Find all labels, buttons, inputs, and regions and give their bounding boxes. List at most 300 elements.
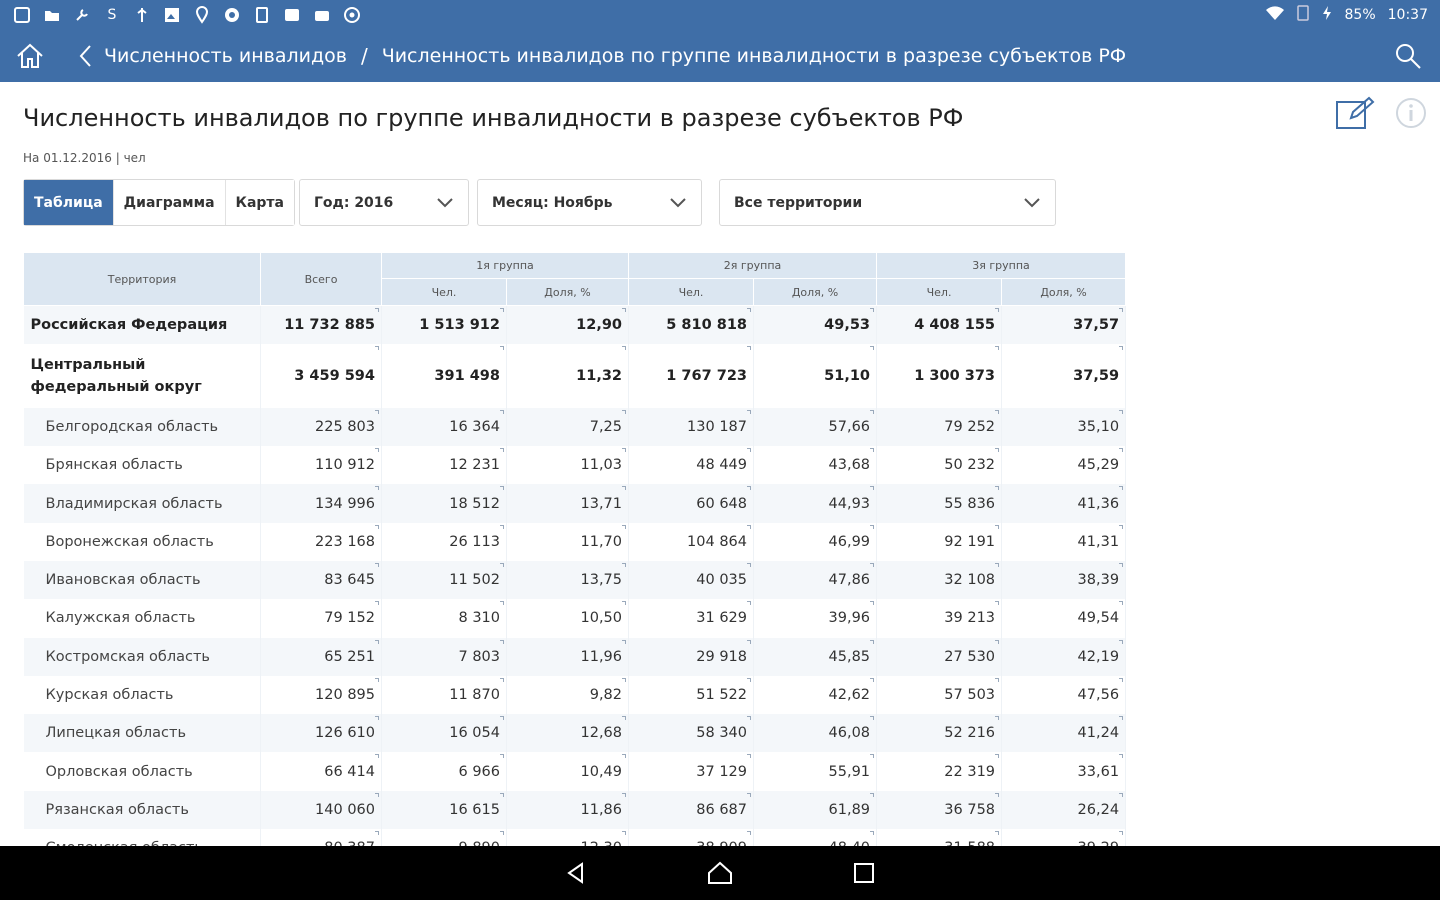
- cell-group2-share: [754, 306, 877, 344]
- cell-group3-count: [877, 344, 1002, 408]
- cell-group2-share: [754, 561, 877, 599]
- cell-group3-share: [1002, 408, 1126, 446]
- cell-group2-count: [629, 638, 754, 676]
- tab-table[interactable]: Таблица: [24, 180, 114, 225]
- cell-value: 65 251: [324, 648, 375, 665]
- cell-group2-count: [629, 791, 754, 829]
- cell-total: [261, 344, 382, 408]
- cell-value: 49,53: [824, 316, 871, 333]
- header-group3: 3я группа: [877, 253, 1126, 279]
- wrench-icon: [72, 6, 92, 24]
- cell-value: 57,66: [828, 418, 871, 435]
- cell-value: 31 629: [696, 610, 748, 627]
- corner-mark-icon: [870, 831, 874, 835]
- corner-mark-icon: [375, 831, 379, 835]
- cell-group3-share: [1002, 446, 1126, 484]
- corner-mark-icon: [500, 308, 504, 312]
- cell-group2-share: [754, 484, 877, 522]
- cell-total: [261, 752, 382, 790]
- corner-mark-icon: [747, 640, 751, 644]
- cell-value: 126 610: [315, 725, 375, 742]
- back-chevron-icon[interactable]: [74, 38, 96, 74]
- corner-mark-icon: [622, 525, 626, 529]
- table-row[interactable]: [24, 638, 1126, 676]
- cell-total: [261, 638, 382, 676]
- corner-mark-icon: [870, 678, 874, 682]
- corner-mark-icon: [500, 601, 504, 605]
- corner-mark-icon: [747, 410, 751, 414]
- cell-territory: Рязанская область: [24, 791, 261, 829]
- table-row[interactable]: [24, 752, 1126, 790]
- cell-group1-share: [507, 714, 629, 752]
- cell-group2-share: [754, 638, 877, 676]
- notification-icons: [12, 6, 362, 24]
- corner-mark-icon: [747, 448, 751, 452]
- cell-group1-share: [507, 306, 629, 344]
- header-group3-share[interactable]: Доля, %: [1002, 279, 1126, 306]
- usb-icon: [132, 6, 152, 24]
- table-row[interactable]: [24, 408, 1126, 446]
- corner-mark-icon: [622, 678, 626, 682]
- cell-total: [261, 676, 382, 714]
- corner-mark-icon: [870, 601, 874, 605]
- cell-territory: Курская область: [24, 676, 261, 714]
- corner-mark-icon: [747, 831, 751, 835]
- cell-value: 1 767 723: [666, 367, 748, 384]
- cell-value: 18 512: [449, 495, 500, 512]
- battery-level: 85%: [1344, 7, 1376, 23]
- cell-total: [261, 561, 382, 599]
- corner-mark-icon: [870, 346, 874, 350]
- corner-mark-icon: [747, 601, 751, 605]
- tab-chart[interactable]: Диаграмма: [114, 180, 226, 225]
- cell-group1-count: [382, 676, 507, 714]
- corner-mark-icon: [747, 754, 751, 758]
- table-row[interactable]: [24, 344, 1126, 408]
- cell-value: 9,82: [589, 687, 623, 704]
- header-group2-share[interactable]: Доля, %: [754, 279, 877, 306]
- cell-value: 11,86: [580, 801, 623, 818]
- corner-mark-icon: [870, 308, 874, 312]
- cell-territory: Центральный федеральный округ: [24, 344, 261, 408]
- cell-group2-count: [629, 676, 754, 714]
- cell-value: 11,32: [576, 367, 623, 384]
- cell-total: [261, 523, 382, 561]
- cell-group2-count: [629, 344, 754, 408]
- sim-card-icon: [1297, 5, 1309, 25]
- cell-group2-share: [754, 714, 877, 752]
- cell-value: 11 502: [449, 572, 500, 589]
- wifi-icon: [1265, 5, 1285, 25]
- header-group2: 2я группа: [629, 253, 877, 279]
- header-group3-count[interactable]: Чел.: [877, 279, 1002, 306]
- cell-value: 7 803: [458, 648, 500, 665]
- cell-value: 92 191: [944, 533, 996, 550]
- cell-group3-count: [877, 599, 1002, 637]
- cell-value: 58 340: [696, 725, 748, 742]
- cell-value: 120 895: [315, 687, 375, 704]
- corner-mark-icon: [500, 563, 504, 567]
- cell-value: 47,86: [828, 572, 871, 589]
- table-row[interactable]: [24, 484, 1126, 522]
- corner-mark-icon: [375, 601, 379, 605]
- corner-mark-icon: [995, 563, 999, 567]
- cell-group1-count: [382, 791, 507, 829]
- cell-group1-share: [507, 484, 629, 522]
- cell-group3-count: [877, 714, 1002, 752]
- cell-territory: Владимирская область: [24, 484, 261, 522]
- cell-total: [261, 484, 382, 522]
- cell-value: 47,56: [1077, 687, 1120, 704]
- cell-value: 79 252: [944, 418, 996, 435]
- corner-mark-icon: [870, 716, 874, 720]
- cell-group3-share: [1002, 344, 1126, 408]
- corner-mark-icon: [622, 563, 626, 567]
- cell-group2-count: [629, 446, 754, 484]
- cell-value: 3 459 594: [294, 367, 375, 384]
- cell-group3-count: [877, 752, 1002, 790]
- cell-group1-share: [507, 446, 629, 484]
- corner-mark-icon: [870, 563, 874, 567]
- table-row[interactable]: [24, 523, 1126, 561]
- corner-mark-icon: [870, 525, 874, 529]
- cell-group2-count: [629, 484, 754, 522]
- cell-value: 66 414: [324, 763, 375, 780]
- corner-mark-icon: [375, 308, 379, 312]
- cell-value: 134 996: [315, 495, 375, 512]
- corner-mark-icon: [995, 346, 999, 350]
- cell-group3-share: [1002, 638, 1126, 676]
- corner-mark-icon: [375, 793, 379, 797]
- chevron-down-icon: [669, 194, 687, 212]
- cell-group2-share: [754, 446, 877, 484]
- corner-mark-icon: [500, 346, 504, 350]
- cell-value: 38,39: [1077, 572, 1120, 589]
- corner-mark-icon: [622, 410, 626, 414]
- cell-total: [261, 446, 382, 484]
- corner-mark-icon: [995, 410, 999, 414]
- corner-mark-icon: [500, 716, 504, 720]
- cell-group3-count: [877, 638, 1002, 676]
- month-dropdown-value: Месяц: Ноябрь: [492, 194, 613, 211]
- cell-group2-count: [629, 408, 754, 446]
- cell-group3-count: [877, 484, 1002, 522]
- cell-group3-count: [877, 408, 1002, 446]
- cell-value: 5 810 818: [666, 316, 748, 333]
- cell-value: 16 054: [449, 725, 500, 742]
- cell-value: 12 231: [449, 457, 500, 474]
- top-bar: [0, 0, 1440, 82]
- cell-total: [261, 408, 382, 446]
- info-icon[interactable]: [1394, 96, 1428, 130]
- chevron-down-icon: [436, 194, 454, 212]
- corner-mark-icon: [500, 831, 504, 835]
- cell-territory: Орловская область: [24, 752, 261, 790]
- corner-mark-icon: [995, 601, 999, 605]
- cell-group2-count: [629, 599, 754, 637]
- cell-value: 4 408 155: [914, 316, 996, 333]
- header-group1: 1я группа: [382, 253, 629, 279]
- corner-mark-icon: [500, 754, 504, 758]
- cell-value: 130 187: [687, 418, 748, 435]
- chrome-icon: [342, 6, 362, 24]
- cell-group1-count: [382, 446, 507, 484]
- corner-mark-icon: [622, 308, 626, 312]
- corner-mark-icon: [500, 678, 504, 682]
- corner-mark-icon: [500, 793, 504, 797]
- cell-group3-count: [877, 446, 1002, 484]
- breadcrumb-current: Численность инвалидов по группе инвалидности в разрезе субъектов РФ: [381, 45, 1127, 67]
- year-dropdown[interactable]: [299, 179, 469, 226]
- corner-mark-icon: [747, 525, 751, 529]
- chevron-down-icon: [1023, 194, 1041, 212]
- cell-territory: Липецкая область: [24, 714, 261, 752]
- corner-mark-icon: [995, 793, 999, 797]
- corner-mark-icon: [747, 308, 751, 312]
- corner-mark-icon: [995, 754, 999, 758]
- table-row[interactable]: [24, 599, 1126, 637]
- cell-group2-count: [629, 523, 754, 561]
- corner-mark-icon: [375, 346, 379, 350]
- nav-home-icon[interactable]: [703, 856, 737, 890]
- corner-mark-icon: [375, 640, 379, 644]
- image-icon: [162, 6, 182, 24]
- cell-value: 41,31: [1077, 533, 1120, 550]
- cell-value: 16 364: [449, 418, 500, 435]
- cell-group1-share: [507, 599, 629, 637]
- corner-mark-icon: [747, 678, 751, 682]
- corner-mark-icon: [622, 831, 626, 835]
- cell-value: 41,24: [1077, 725, 1120, 742]
- corner-mark-icon: [375, 563, 379, 567]
- corner-mark-icon: [1119, 486, 1123, 490]
- corner-mark-icon: [995, 486, 999, 490]
- cell-value: 110 912: [315, 457, 375, 474]
- corner-mark-icon: [747, 563, 751, 567]
- cell-group1-share: [507, 561, 629, 599]
- cell-value: 11 870: [449, 687, 500, 704]
- app-bar: [0, 30, 1440, 82]
- cell-group1-count: [382, 561, 507, 599]
- cell-value: 46,08: [828, 725, 871, 742]
- cell-value: 45,29: [1077, 457, 1120, 474]
- corner-mark-icon: [1119, 793, 1123, 797]
- table-row[interactable]: [24, 306, 1126, 344]
- nav-recents-icon[interactable]: [847, 856, 881, 890]
- page-subtitle: На 01.12.2016 | чел: [23, 151, 146, 165]
- breadcrumb-parent[interactable]: Численность инвалидов: [104, 45, 347, 67]
- battery-icon: [1321, 5, 1333, 25]
- cell-value: 50 232: [944, 457, 996, 474]
- cell-value: 11 732 885: [284, 316, 375, 333]
- cell-group2-count: [629, 752, 754, 790]
- cell-value: 51 522: [696, 687, 748, 704]
- cell-value: 32 108: [944, 572, 996, 589]
- cell-value: 55 836: [944, 495, 996, 512]
- cell-value: 26 113: [449, 533, 500, 550]
- cell-value: 1 300 373: [914, 367, 996, 384]
- nav-back-icon[interactable]: [559, 856, 593, 890]
- corner-mark-icon: [500, 448, 504, 452]
- cell-group1-count: [382, 752, 507, 790]
- cell-territory: Калужская область: [24, 599, 261, 637]
- corner-mark-icon: [1119, 448, 1123, 452]
- status-bar: [0, 0, 1440, 30]
- corner-mark-icon: [622, 601, 626, 605]
- cell-group2-share: [754, 791, 877, 829]
- cell-group3-share: [1002, 791, 1126, 829]
- cell-value: 60 648: [696, 495, 748, 512]
- cell-territory: Белгородская область: [24, 408, 261, 446]
- cell-value: 1 513 912: [419, 316, 500, 333]
- cell-group1-count: [382, 638, 507, 676]
- cell-value: 16 615: [449, 801, 500, 818]
- data-table: [23, 252, 1126, 867]
- cell-value: 45,85: [828, 648, 871, 665]
- cell-group1-count: [382, 484, 507, 522]
- view-tabs: [23, 179, 295, 226]
- data-table-container[interactable]: [23, 252, 1125, 846]
- cell-group1-share: [507, 344, 629, 408]
- folder-icon: [42, 6, 62, 24]
- home-icon[interactable]: [12, 38, 48, 74]
- cell-group2-count: [629, 714, 754, 752]
- cell-group2-share: [754, 752, 877, 790]
- s-icon: S: [107, 7, 117, 23]
- cell-value: 223 168: [315, 533, 375, 550]
- table-row[interactable]: [24, 791, 1126, 829]
- table-row[interactable]: [24, 561, 1126, 599]
- cell-value: 26,24: [1077, 801, 1120, 818]
- cell-value: 33,61: [1077, 763, 1120, 780]
- clock: 10:37: [1387, 7, 1428, 23]
- corner-mark-icon: [500, 410, 504, 414]
- corner-mark-icon: [1119, 346, 1123, 350]
- page-title: Численность инвалидов по группе инвалидности в разрезе субъектов РФ: [23, 104, 964, 132]
- cell-value: 40 035: [696, 572, 748, 589]
- cell-value: 36 758: [944, 801, 996, 818]
- corner-mark-icon: [375, 716, 379, 720]
- cell-group1-share: [507, 523, 629, 561]
- cell-group1-share: [507, 752, 629, 790]
- corner-mark-icon: [1119, 525, 1123, 529]
- cell-value: 7,25: [589, 418, 623, 435]
- cell-group1-share: [507, 408, 629, 446]
- cell-group2-count: [629, 306, 754, 344]
- corner-mark-icon: [1119, 716, 1123, 720]
- corner-mark-icon: [747, 346, 751, 350]
- corner-mark-icon: [500, 640, 504, 644]
- cell-value: 52 216: [944, 725, 996, 742]
- corner-mark-icon: [1119, 754, 1123, 758]
- cell-value: 37 129: [696, 763, 748, 780]
- cell-value: 48 449: [696, 457, 748, 474]
- territory-dropdown[interactable]: [719, 179, 1056, 226]
- cell-value: 37,57: [1073, 316, 1120, 333]
- cell-value: 27 530: [944, 648, 996, 665]
- header-total[interactable]: Всего: [261, 253, 382, 306]
- cell-group3-share: [1002, 484, 1126, 522]
- corner-mark-icon: [375, 678, 379, 682]
- corner-mark-icon: [870, 640, 874, 644]
- cell-group1-share: [507, 676, 629, 714]
- table-row[interactable]: [24, 446, 1126, 484]
- cell-group3-count: [877, 676, 1002, 714]
- cell-group3-count: [877, 523, 1002, 561]
- corner-mark-icon: [1119, 410, 1123, 414]
- cell-value: 79 152: [324, 610, 375, 627]
- cell-total: [261, 306, 382, 344]
- cell-group1-share: [507, 791, 629, 829]
- cell-value: 225 803: [315, 418, 375, 435]
- cell-value: 39,96: [828, 610, 871, 627]
- corner-mark-icon: [622, 640, 626, 644]
- cell-group3-share: [1002, 676, 1126, 714]
- cell-group1-count: [382, 599, 507, 637]
- cell-total: [261, 791, 382, 829]
- cell-group3-share: [1002, 306, 1126, 344]
- table-row[interactable]: [24, 676, 1126, 714]
- cell-group3-share: [1002, 523, 1126, 561]
- corner-mark-icon: [747, 716, 751, 720]
- month-dropdown[interactable]: [477, 179, 702, 226]
- table-body: [24, 306, 1126, 868]
- header-group2-count[interactable]: Чел.: [629, 279, 754, 306]
- cell-group2-share: [754, 676, 877, 714]
- cell-value: 6 966: [458, 763, 500, 780]
- corner-mark-icon: [870, 448, 874, 452]
- corner-mark-icon: [1119, 678, 1123, 682]
- cell-value: 35,10: [1077, 418, 1120, 435]
- cell-value: 12,68: [580, 725, 623, 742]
- camera-icon: [312, 6, 332, 24]
- cell-value: 55,91: [828, 763, 871, 780]
- corner-mark-icon: [375, 448, 379, 452]
- cell-value: 391 498: [434, 367, 500, 384]
- corner-mark-icon: [870, 754, 874, 758]
- cell-group2-share: [754, 523, 877, 561]
- cell-value: 104 864: [687, 533, 748, 550]
- cell-territory: Брянская область: [24, 446, 261, 484]
- corner-mark-icon: [1119, 640, 1123, 644]
- corner-mark-icon: [622, 754, 626, 758]
- cell-group2-share: [754, 599, 877, 637]
- cell-total: [261, 599, 382, 637]
- tab-map[interactable]: Карта: [226, 180, 294, 225]
- header-group1-count[interactable]: Чел.: [382, 279, 507, 306]
- breadcrumb-separator: /: [360, 44, 368, 68]
- corner-mark-icon: [995, 308, 999, 312]
- corner-mark-icon: [747, 793, 751, 797]
- header-group1-share[interactable]: Доля, %: [507, 279, 629, 306]
- corner-mark-icon: [747, 486, 751, 490]
- cell-value: 83 645: [324, 572, 375, 589]
- edit-icon[interactable]: [1334, 94, 1376, 132]
- cell-territory: Ивановская область: [24, 561, 261, 599]
- corner-mark-icon: [1119, 601, 1123, 605]
- app-icon: [12, 6, 32, 24]
- table-row[interactable]: [24, 714, 1126, 752]
- corner-mark-icon: [995, 678, 999, 682]
- search-icon[interactable]: [1390, 38, 1426, 74]
- cell-group1-count: [382, 306, 507, 344]
- corner-mark-icon: [622, 448, 626, 452]
- cell-group1-count: [382, 523, 507, 561]
- header-territory[interactable]: Территория: [24, 253, 261, 306]
- cell-territory: Воронежская область: [24, 523, 261, 561]
- cell-group2-count: [629, 561, 754, 599]
- territory-dropdown-value: Все территории: [734, 194, 863, 211]
